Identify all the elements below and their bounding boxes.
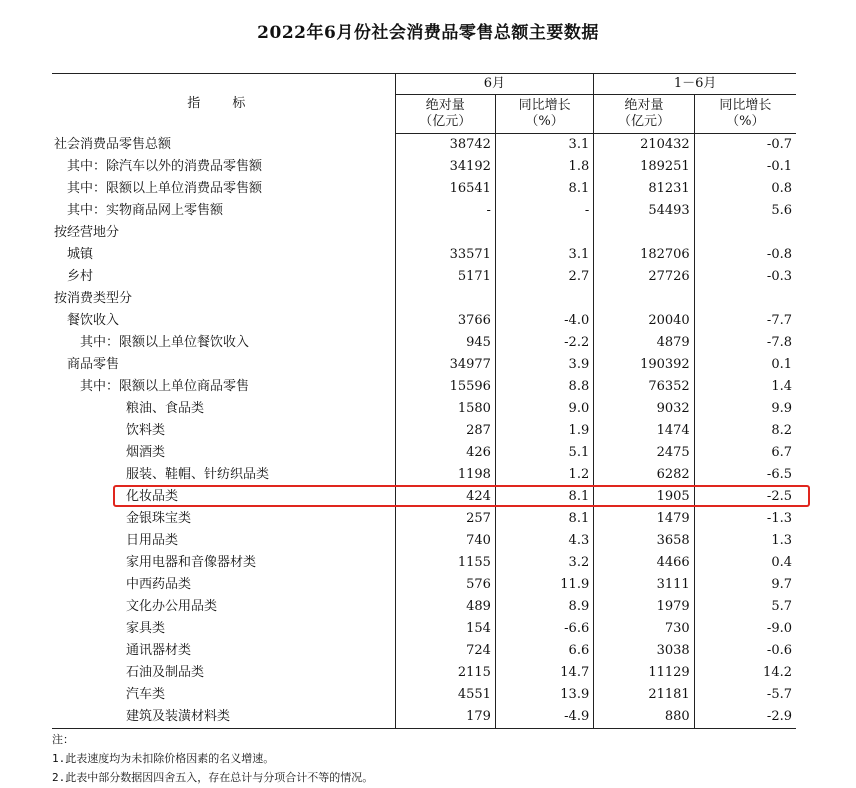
table-row xyxy=(52,552,796,574)
cum-yoy-value: 8.2 xyxy=(771,423,792,438)
june-yoy-value: 3.1 xyxy=(495,134,593,157)
june-abs-value: 33571 xyxy=(395,244,495,266)
table-row xyxy=(52,332,796,354)
table-row xyxy=(52,244,796,266)
table-row xyxy=(52,464,796,486)
cum-yoy-value: 6.7 xyxy=(771,445,792,460)
june-yoy-value: 8.8 xyxy=(495,376,593,398)
june-yoy-value xyxy=(495,288,593,310)
table-row xyxy=(52,442,796,464)
cum-abs-value: 2475 xyxy=(594,442,694,464)
june-group-header: 6月 xyxy=(395,74,594,95)
cum-yoy-value: 1.4 xyxy=(771,379,792,394)
table-row xyxy=(52,596,796,618)
june-abs-value: 257 xyxy=(395,508,495,530)
cum-abs-value: 81231 xyxy=(594,178,694,200)
cum-yoy-value: -0.3 xyxy=(766,269,792,284)
cum-yoy-value xyxy=(694,222,796,244)
june-yoy-value: 8.1 xyxy=(495,178,593,200)
june-yoy-value: 2.7 xyxy=(495,266,593,288)
notes-label: 注： xyxy=(52,733,74,746)
june-abs-value: 426 xyxy=(395,442,495,464)
row-name: 粮油、食品类 xyxy=(52,398,395,420)
cum-abs-value: 190392 xyxy=(594,354,694,376)
row-name: 按经营地分 xyxy=(52,222,395,244)
row-name: 餐饮收入 xyxy=(52,310,395,332)
june-yoy-value: -4.9 xyxy=(495,706,593,729)
cum-abs-value: 21181 xyxy=(594,684,694,706)
page-title: 2022年6月份社会消费品零售总额主要数据 xyxy=(257,23,599,43)
table-row xyxy=(52,574,796,596)
row-name: 金银珠宝类 xyxy=(52,508,395,530)
row-name: 城镇 xyxy=(52,244,395,266)
row-name: 乡村 xyxy=(52,266,395,288)
cum-abs-value: 1979 xyxy=(594,596,694,618)
cum-yoy-value: 0.1 xyxy=(771,357,792,372)
yoy-label-line2: （%） xyxy=(726,114,765,129)
abs-label-line2: （亿元） xyxy=(617,114,670,129)
june-yoy-value xyxy=(495,222,593,244)
row-name: 汽车类 xyxy=(52,684,395,706)
row-name: 其中：限额以上单位餐饮收入 xyxy=(52,332,395,354)
june-yoy-value: 11.9 xyxy=(495,574,593,596)
row-name: 烟酒类 xyxy=(52,442,395,464)
cum-abs-value: 6282 xyxy=(594,464,694,486)
table-row xyxy=(52,354,796,376)
june-abs-value: 287 xyxy=(395,420,495,442)
row-name: 石油及制品类 xyxy=(52,662,395,684)
cum-abs-value: 11129 xyxy=(594,662,694,684)
june-yoy-value: 1.2 xyxy=(495,464,593,486)
june-abs-value: 5171 xyxy=(395,266,495,288)
june-yoy-value: 9.0 xyxy=(495,398,593,420)
cum-abs-value: 189251 xyxy=(594,156,694,178)
row-name: 文化办公用品类 xyxy=(52,596,395,618)
cum-abs-value: 3038 xyxy=(594,640,694,662)
june-abs-value: 34977 xyxy=(395,354,495,376)
table-row xyxy=(52,266,796,288)
june-yoy-value: 3.1 xyxy=(495,244,593,266)
yoy-label-line2: （%） xyxy=(525,114,564,129)
table-row xyxy=(52,134,796,157)
cum-abs-value: 76352 xyxy=(594,376,694,398)
june-abs-value: 2115 xyxy=(395,662,495,684)
cum-yoy-value: 0.4 xyxy=(771,555,792,570)
cum-yoy-value: -7.7 xyxy=(766,313,792,328)
cum-abs-value: 1479 xyxy=(594,508,694,530)
june-abs-value: 1155 xyxy=(395,552,495,574)
table-row xyxy=(52,288,796,310)
jan-jun-group-header: 1－6月 xyxy=(594,74,796,95)
row-name: 社会消费品零售总额 xyxy=(52,134,395,157)
cum-abs-value: 9032 xyxy=(594,398,694,420)
table-row xyxy=(52,706,796,729)
cum-abs-value: 27726 xyxy=(594,266,694,288)
cum-abs-value: 3111 xyxy=(594,574,694,596)
cum-yoy-value: -0.6 xyxy=(766,643,792,658)
table-row xyxy=(52,684,796,706)
table-row xyxy=(52,200,796,222)
cum-abs-header xyxy=(594,95,694,134)
cum-yoy-value: 0.8 xyxy=(771,181,792,196)
june-abs-value: 34192 xyxy=(395,156,495,178)
cum-yoy-value: 9.7 xyxy=(771,577,792,592)
abs-label-line2: （亿元） xyxy=(419,114,472,129)
note-item: 2.此表中部分数据因四舍五入，存在总计与分项合计不等的情况。 xyxy=(52,771,374,784)
table-row xyxy=(52,398,796,420)
row-name: 建筑及装潢材料类 xyxy=(52,706,395,729)
cum-yoy-value: -6.5 xyxy=(766,467,792,482)
cum-yoy-value: -0.7 xyxy=(766,137,792,152)
row-name: 其中：限额以上单位商品零售 xyxy=(52,376,395,398)
june-abs-value: 154 xyxy=(395,618,495,640)
table-row xyxy=(52,420,796,442)
june-abs-value: 489 xyxy=(395,596,495,618)
cum-abs-value: 730 xyxy=(594,618,694,640)
june-abs-header xyxy=(395,95,495,134)
cum-abs-value: 210432 xyxy=(594,134,694,157)
june-abs-value xyxy=(395,288,495,310)
june-yoy-value: 5.1 xyxy=(495,442,593,464)
june-yoy-value: 1.9 xyxy=(495,420,593,442)
june-abs-value: 179 xyxy=(395,706,495,729)
cum-abs-value: 4879 xyxy=(594,332,694,354)
cum-yoy-value: -0.1 xyxy=(766,159,792,174)
june-abs-value: 1580 xyxy=(395,398,495,420)
june-abs-value: 945 xyxy=(395,332,495,354)
cum-abs-value xyxy=(594,222,694,244)
table-row xyxy=(52,376,796,398)
cum-yoy-value: -2.9 xyxy=(694,706,796,729)
table-row xyxy=(52,530,796,552)
june-abs-value: - xyxy=(395,200,495,222)
june-abs-value: 3766 xyxy=(395,310,495,332)
table-body xyxy=(52,134,796,729)
table-row xyxy=(52,156,796,178)
row-name: 通讯器材类 xyxy=(52,640,395,662)
cum-yoy-value: 14.2 xyxy=(763,665,792,680)
june-abs-value: 424 xyxy=(395,486,495,508)
notes xyxy=(52,730,373,787)
june-abs-value: 16541 xyxy=(395,178,495,200)
june-yoy-value: -2.2 xyxy=(495,332,593,354)
june-abs-value: 576 xyxy=(395,574,495,596)
june-yoy-value: 13.9 xyxy=(495,684,593,706)
cum-yoy-value: 5.6 xyxy=(771,203,792,218)
cum-yoy-value: 5.7 xyxy=(771,599,792,614)
june-yoy-value: 4.3 xyxy=(495,530,593,552)
june-yoy-value: -4.0 xyxy=(495,310,593,332)
cum-yoy-value: -5.7 xyxy=(766,687,792,702)
june-abs-value: 15596 xyxy=(395,376,495,398)
table-row xyxy=(52,662,796,684)
cum-abs-value: 54493 xyxy=(594,200,694,222)
row-name: 中西药品类 xyxy=(52,574,395,596)
table-row xyxy=(52,310,796,332)
row-name: 饮料类 xyxy=(52,420,395,442)
row-name: 家具类 xyxy=(52,618,395,640)
row-name: 商品零售 xyxy=(52,354,395,376)
row-name: 按消费类型分 xyxy=(52,288,395,310)
june-yoy-value: 8.1 xyxy=(495,486,593,508)
cum-yoy-value xyxy=(694,288,796,310)
indicator-header: 指 标 xyxy=(52,74,395,134)
table-row xyxy=(52,618,796,640)
yoy-label-line1: 同比增长 xyxy=(719,98,772,113)
cum-abs-value: 4466 xyxy=(594,552,694,574)
cum-abs-value: 1905 xyxy=(594,486,694,508)
june-yoy-value: 3.9 xyxy=(495,354,593,376)
cum-yoy-value: -1.3 xyxy=(766,511,792,526)
june-abs-value xyxy=(395,222,495,244)
june-abs-value: 724 xyxy=(395,640,495,662)
retail-sales-table xyxy=(52,73,796,729)
row-name: 其中：除汽车以外的消费品零售额 xyxy=(52,156,395,178)
yoy-label-line1: 同比增长 xyxy=(518,98,571,113)
cum-abs-value: 3658 xyxy=(594,530,694,552)
table-row xyxy=(52,508,796,530)
june-yoy-value: 8.1 xyxy=(495,508,593,530)
row-name: 家用电器和音像器材类 xyxy=(52,552,395,574)
june-abs-value: 4551 xyxy=(395,684,495,706)
cum-yoy-value: -0.8 xyxy=(766,247,792,262)
cum-abs-value: 1474 xyxy=(594,420,694,442)
note-item: 1.此表速度均为未扣除价格因素的名义增速。 xyxy=(52,752,275,765)
june-yoy-header xyxy=(495,95,593,134)
cum-abs-value: 20040 xyxy=(594,310,694,332)
june-yoy-value: -6.6 xyxy=(495,618,593,640)
june-abs-value: 1198 xyxy=(395,464,495,486)
june-abs-value: 38742 xyxy=(395,134,495,157)
abs-label-line1: 绝对量 xyxy=(624,98,664,113)
table-row xyxy=(52,222,796,244)
june-yoy-value: 1.8 xyxy=(495,156,593,178)
cum-yoy-value: -9.0 xyxy=(766,621,792,636)
table-row xyxy=(52,640,796,662)
june-yoy-value: 8.9 xyxy=(495,596,593,618)
cum-yoy-value: 9.9 xyxy=(771,401,792,416)
cum-yoy-value: -7.8 xyxy=(766,335,792,350)
cum-yoy-value: -2.5 xyxy=(766,489,792,504)
june-yoy-value: 3.2 xyxy=(495,552,593,574)
row-name: 化妆品类 xyxy=(52,486,395,508)
cum-yoy-value: 1.3 xyxy=(771,533,792,548)
row-name: 其中：实物商品网上零售额 xyxy=(52,200,395,222)
june-yoy-value: 14.7 xyxy=(495,662,593,684)
abs-label-line1: 绝对量 xyxy=(425,98,465,113)
cum-abs-value: 880 xyxy=(594,706,694,729)
row-name: 日用品类 xyxy=(52,530,395,552)
june-yoy-value: - xyxy=(495,200,593,222)
june-abs-value: 740 xyxy=(395,530,495,552)
june-yoy-value: 6.6 xyxy=(495,640,593,662)
row-name: 服装、鞋帽、针纺织品类 xyxy=(52,464,395,486)
table-row xyxy=(52,486,796,508)
cum-yoy-header xyxy=(694,95,796,134)
table-row xyxy=(52,178,796,200)
cum-abs-value xyxy=(594,288,694,310)
row-name: 其中：限额以上单位消费品零售额 xyxy=(52,178,395,200)
cum-abs-value: 182706 xyxy=(594,244,694,266)
